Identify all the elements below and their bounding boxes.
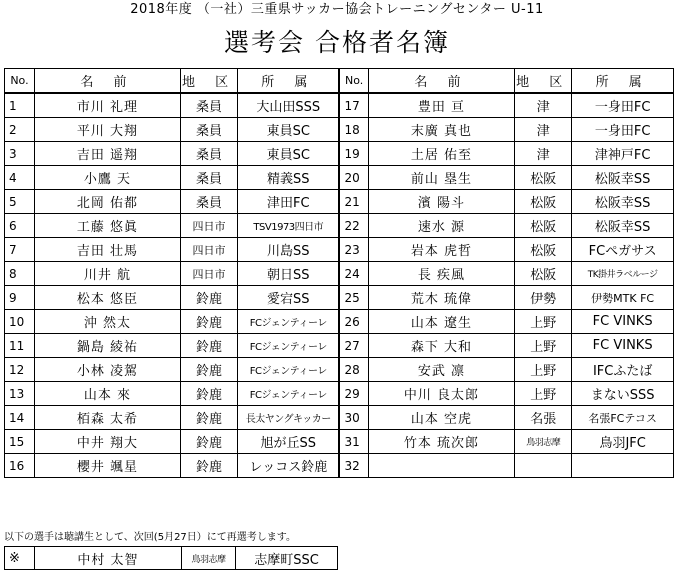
header-area: 地 区 [515,69,572,94]
row-no: 24 [339,262,368,286]
player-area: 四日市 [180,238,237,262]
player-name: 栢森 太希 [34,406,180,430]
row-no: 1 [5,93,35,118]
player-area: 桑員 [180,166,237,190]
player-club: 長太ヤングキッカー [238,406,340,430]
player-club: 松阪幸SS [572,190,674,214]
player-club: FC VINKS [572,334,674,358]
player-area: 鈴鹿 [180,358,237,382]
player-club: 東員SC [238,118,340,142]
page-title: 選考会 合格者名簿 [224,28,450,57]
player-club: 東員SC [238,142,340,166]
row-no: 15 [5,430,35,454]
player-club: 津神戸FC [572,142,674,166]
player-club: 松阪幸SS [572,214,674,238]
player-club: まないSSS [572,382,674,406]
player-name: 森下 大和 [368,334,514,358]
player-area: 伊勢 [515,286,572,310]
row-no: 11 [5,334,35,358]
row-no: 25 [339,286,368,310]
player-name: 安武 凛 [368,358,514,382]
note-mark: ※ [5,547,35,570]
player-area: 四日市 [180,262,237,286]
player-name: 吉田 遥翔 [34,142,180,166]
table-row [5,430,674,454]
player-name: 山本 來 [34,382,180,406]
player-name: 小鷹 天 [34,166,180,190]
player-club: TK掛井ラベルージ [572,262,674,286]
row-no: 21 [339,190,368,214]
player-area: 鈴鹿 [180,382,237,406]
player-area: 桑員 [180,93,237,118]
player-area: 松阪 [515,262,572,286]
table-row [5,238,674,262]
row-no: 4 [5,166,35,190]
player-club: FCジェンティーレ [238,310,340,334]
player-name: 小林 凌駕 [34,358,180,382]
player-area: 津 [515,118,572,142]
player-area: 津 [515,142,572,166]
player-club: FCペガサス [572,238,674,262]
player-name: 山本 遼生 [368,310,514,334]
player-club: FCジェンティーレ [238,382,340,406]
row-no: 13 [5,382,35,406]
player-name: 市川 礼理 [34,93,180,118]
row-no: 31 [339,430,368,454]
player-name: 竹本 琉次郎 [368,430,514,454]
player-name: 平川 大翔 [34,118,180,142]
table-row [5,406,674,430]
row-no: 28 [339,358,368,382]
table-row [5,382,674,406]
header-no: No. [5,69,35,94]
row-no: 7 [5,238,35,262]
player-area: 名張 [515,406,572,430]
row-no: 9 [5,286,35,310]
player-name: 前山 塁生 [368,166,514,190]
player-area [515,454,572,478]
player-name: 工藤 悠眞 [34,214,180,238]
roster-table [4,68,674,478]
table-row [5,286,674,310]
player-area: 鈴鹿 [180,454,237,478]
player-area: 桑員 [180,118,237,142]
player-name: 北岡 佑都 [34,190,180,214]
player-area: 上野 [515,358,572,382]
player-club: 名張FCテコス [572,406,674,430]
row-no: 18 [339,118,368,142]
player-area: 桑員 [180,142,237,166]
table-row [5,118,674,142]
player-name: 中村 太智 [35,547,182,570]
player-club: 津田FC [238,190,340,214]
player-name: 土居 佑至 [368,142,514,166]
player-area: 松阪 [515,214,572,238]
row-no: 8 [5,262,35,286]
player-club: FCジェンティーレ [238,358,340,382]
row-no: 5 [5,190,35,214]
player-area: 四日市 [180,214,237,238]
row-no: 6 [5,214,35,238]
player-name: 末廣 真也 [368,118,514,142]
player-name: 長 疾風 [368,262,514,286]
table-row [5,310,674,334]
header-name: 名 前 [34,69,180,94]
player-area: 鈴鹿 [180,334,237,358]
row-no: 30 [339,406,368,430]
player-name: 濱 陽斗 [368,190,514,214]
player-area: 松阪 [515,238,572,262]
player-club: 大山田SSS [238,93,340,118]
row-no: 20 [339,166,368,190]
row-no: 32 [339,454,368,478]
player-club: FC VINKS [572,310,674,334]
player-name: 沖 然太 [34,310,180,334]
row-no: 3 [5,142,35,166]
row-no: 16 [5,454,35,478]
table-row [5,454,674,478]
header-club: 所 属 [572,69,674,94]
player-area: 鈴鹿 [180,286,237,310]
player-name: 荒木 琉偉 [368,286,514,310]
row-no: 27 [339,334,368,358]
row-no: 29 [339,382,368,406]
player-area: 鳥羽志摩 [515,430,572,454]
header-area: 地 区 [180,69,237,94]
player-club: 鳥羽JFC [572,430,674,454]
player-area: 津 [515,93,572,118]
player-club: 川島SS [238,238,340,262]
player-club: 松阪幸SS [572,166,674,190]
player-club: TSV1973四日市 [238,214,340,238]
player-name: 速水 源 [368,214,514,238]
row-no: 14 [5,406,35,430]
player-area: 上野 [515,310,572,334]
player-name: 岩本 虎哲 [368,238,514,262]
auditing-player-table [4,546,338,570]
player-club: FCジェンティーレ [238,334,340,358]
player-club: 志摩町SSC [236,547,338,570]
player-name: 中川 良太郎 [368,382,514,406]
player-area: 桑員 [180,190,237,214]
player-area: 松阪 [515,190,572,214]
table-row [5,358,674,382]
auditing-note: 以下の選手は聴講生として、次回(5月27日）にて再選考します。 [4,532,296,543]
row-no: 17 [339,93,368,118]
row-no: 12 [5,358,35,382]
row-no: 22 [339,214,368,238]
player-name: 川井 航 [34,262,180,286]
player-name: 吉田 壮馬 [34,238,180,262]
player-name [368,454,514,478]
row-no: 26 [339,310,368,334]
table-row [5,334,674,358]
table-header-row [5,69,674,94]
player-club: レッコス鈴鹿 [238,454,340,478]
table-row [5,190,674,214]
table-row [5,214,674,238]
player-club: IFCふたば [572,358,674,382]
player-club: 精義SS [238,166,340,190]
player-area: 上野 [515,334,572,358]
player-area: 鈴鹿 [180,406,237,430]
player-club: 一身田FC [572,93,674,118]
header-club: 所 属 [238,69,340,94]
table-row [5,547,338,570]
player-area: 鈴鹿 [180,310,237,334]
player-name: 豊田 亘 [368,93,514,118]
row-no: 19 [339,142,368,166]
header-no: No. [339,69,368,94]
player-name: 山本 空虎 [368,406,514,430]
player-area: 上野 [515,382,572,406]
header-name: 名 前 [368,69,514,94]
player-club: 一身田FC [572,118,674,142]
player-area: 松阪 [515,166,572,190]
table-row [5,93,674,118]
player-club [572,454,674,478]
player-club: 伊勢MTK FC [572,286,674,310]
player-area: 鈴鹿 [180,430,237,454]
player-name: 松本 悠臣 [34,286,180,310]
player-club: 愛宕SS [238,286,340,310]
player-name: 櫻井 颯星 [34,454,180,478]
player-club: 朝日SS [238,262,340,286]
document-header: 2018年度 （一社）三重県サッカー協会トレーニングセンター U-11 [130,2,544,17]
player-name: 中井 翔大 [34,430,180,454]
row-no: 10 [5,310,35,334]
table-row [5,142,674,166]
table-row [5,166,674,190]
player-name: 鍋島 綾祐 [34,334,180,358]
player-club: 旭が丘SS [238,430,340,454]
table-row [5,262,674,286]
player-area: 鳥羽志摩 [182,547,236,570]
row-no: 23 [339,238,368,262]
row-no: 2 [5,118,35,142]
